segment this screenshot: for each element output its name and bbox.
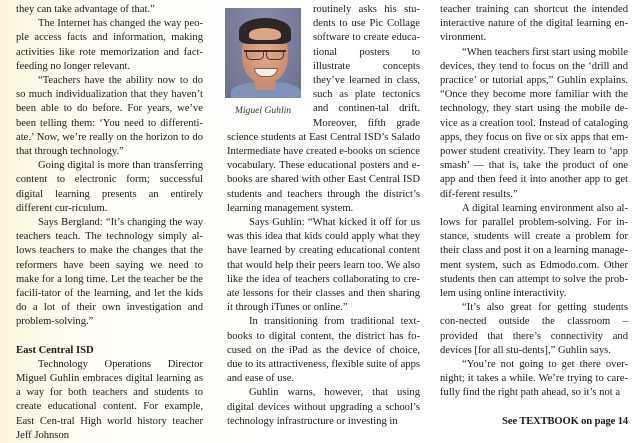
paragraph: The Internet has changed the way peo-ple access facts and information, making activities like rote memorization and fact-feeding no longer relevant. (16, 18, 203, 72)
paragraph: “Teachers have the ability now to do so much individualization that they haven’t been able to do before. For years, we’ve been telling them: ‘You need to differenti-ate.’ Now, we’re really on the horizon to do that through technology.” (16, 75, 203, 158)
paragraph: routinely asks his stu-dents to use Pic Collage software to create educa-tional posters to illustrate concepts they’ve learned in class, such as plate tectonics and continen-tal drift. Moreover, fifth grade science students at East Central ISD’s Salado Intermediate have created e-books on science vocabulary. These educational posters and e-books are shared with other East Central ISD students and teachers through the district’s learning management system. (227, 4, 420, 214)
paragraph: Technology Operations Director Miguel Guhlin embraces digital learning as a way for both teachers and students to create educational content. For example, East Cen-tral High world history teacher Jeff Johnson (16, 358, 203, 441)
paragraph: In transitioning from traditional text-books to digital content, the district has fo-cused on the iPad as the device of choice, due to its attractiveness, flexible suite of apps and ease of use. (227, 316, 420, 385)
paragraph: Says Guhlin: “What kicked it off for us was this idea that kids could apply what they have learned by creating educational content that would help their peers learn too. We also like the idea of teachers collaborating to cre-ate lessons for their classes and then sharing it through iTunes or online.” (227, 217, 420, 314)
article-column-2 (227, 3, 420, 429)
photo-caption: Miguel Guhlin (234, 105, 292, 116)
paragraph: “You’re not going to get there over-night; it takes a while. We’re trying to care-fully find the right path ahead, so it’s not a (440, 359, 628, 399)
continuation-note: See TEXTBOOK on page 14 (502, 415, 628, 427)
photo-figure (220, 8, 306, 117)
section-heading: East Central ISD (16, 344, 94, 356)
paragraph: they can take advantage of that.” (16, 4, 155, 15)
paragraph: “It’s also great for getting students con-nected outside the classroom – provided that there’s connectivity and devices [for all stu-dents],” Guhlin says. (440, 302, 628, 356)
paragraph: Going digital is more than transferring content to electronic form; successful digital learning presents an entirely different cur-riculum. (16, 160, 203, 214)
paragraph: Says Bergland: “It’s changing the way teachers teach. The technology simply al-lows teachers to make the changes that the reformers have been saying we need to make for a long time. Let the teacher be the facili-tator of the learning, and let the kids do a lot of their own investigation and problem-solving.” (16, 217, 203, 328)
article-column-3 (440, 3, 628, 429)
paragraph: teacher training can shortcut the intended interactive nature of the digital learning en-vironment. (440, 4, 628, 44)
paragraph: A digital learning environment also al-lows for parallel problem-solving. For in-stance, students will create a problem for their class and post it on a learning manage-ment system, such as Edmodo.com. Other students then can attempt to solve the prob-lem using online interactivity. (440, 202, 628, 300)
paragraph: Guhlin warns, however, that using digital devices without upgrading a school’s technology infrastructure or investing in (227, 387, 420, 427)
portrait-photo (225, 8, 301, 98)
paragraph: “When teachers first start using mobile devices, they tend to focus on the ‘drill and practice’ or tutorial apps,” Guhlin explains. “Once they become more familiar with the technology, they start using the mobile de-vice as a creation tool. Instead of cataloging apps, they focus on five or six apps that em-power student creativity. They learn to ‘app smash’ — that is, take the product of one app and then feed it into another app to get dif-ferent results.” (440, 46, 628, 200)
article-column-1 (16, 3, 203, 443)
